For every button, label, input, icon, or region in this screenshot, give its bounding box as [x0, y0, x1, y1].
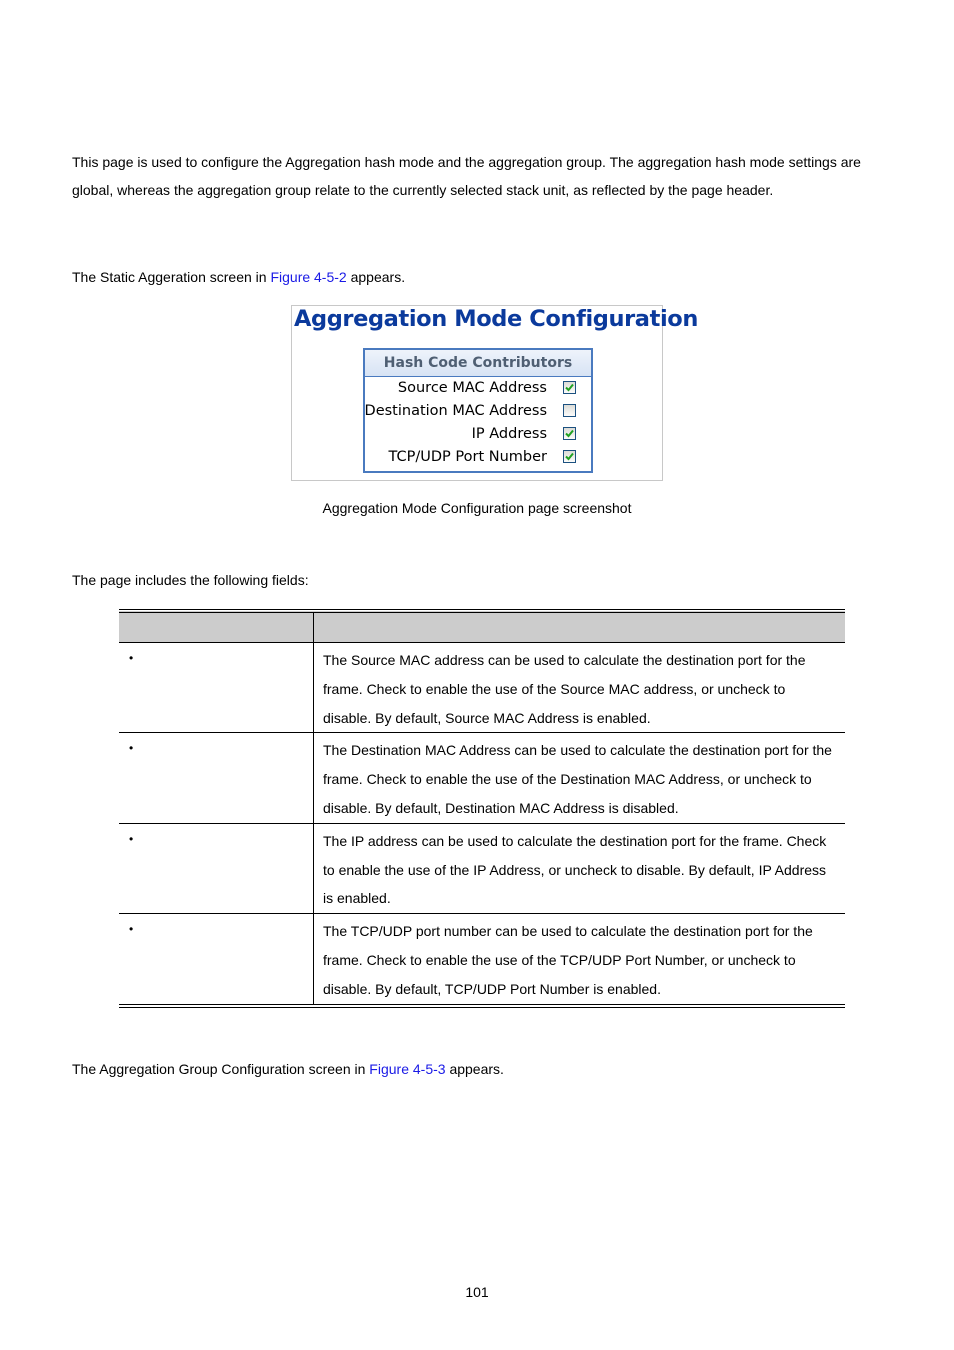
fields-table — [119, 609, 845, 1008]
group-line-end: appears. — [445, 1061, 504, 1077]
hash-label-source-mac: Source MAC Address — [397, 380, 547, 396]
description-cell: The IP address can be used to calculate the destination port for the frame. Check to enable the use of the IP Address, or uncheck to disable. By default, IP Address is enabled. — [314, 823, 846, 913]
hash-row-tcp-udp-port — [365, 446, 591, 469]
hash-label-tcp-udp-port: TCP/UDP Port Number — [388, 449, 547, 465]
figure-link-4-5-3[interactable]: Figure 4-5-3 — [369, 1061, 446, 1077]
bullet: • — [129, 741, 134, 756]
description-cell: The Source MAC address can be used to calculate the destination port for the frame. Check to enable the use of the Source MAC address, or uncheck to disable. By default, Source MAC Address is enabled. — [314, 643, 846, 733]
hash-row-source-mac — [365, 377, 591, 400]
object-cell — [119, 914, 314, 1006]
page-number: 101 — [465, 1284, 489, 1300]
figure-caption: Aggregation Mode Configuration page screenshot — [322, 500, 632, 516]
hash-code-contributors-table — [363, 348, 593, 473]
hash-label-destination-mac: Destination MAC Address — [364, 403, 547, 419]
bullet: • — [129, 831, 134, 846]
destination-mac-checkbox[interactable] — [563, 404, 576, 417]
description-cell: The TCP/UDP port number can be used to calculate the destination port for the frame. Check to enable the use of the TCP/UDP Port Number, or uncheck to disable. By default, TCP/UDP Port Number is enabled. — [314, 914, 846, 1006]
checkmark-icon — [565, 452, 574, 461]
table-row — [119, 914, 845, 1006]
aggregation-mode-screenshot — [291, 305, 698, 481]
table-row — [119, 733, 845, 823]
tcp-udp-port-checkbox[interactable] — [563, 450, 576, 463]
hash-code-header: Hash Code Contributors — [365, 350, 591, 377]
screenshot-title: Aggregation Mode Configuration — [294, 306, 698, 332]
fields-intro: The page includes the following fields: — [72, 572, 309, 588]
hash-label-ip-address: IP Address — [471, 426, 547, 442]
hash-row-ip-address — [365, 423, 591, 446]
bullet: • — [129, 922, 134, 937]
table-row — [119, 643, 845, 733]
table-header-row — [119, 611, 845, 643]
group-config-line — [72, 1055, 504, 1083]
static-aggregation-line — [72, 263, 405, 291]
checkmark-icon — [565, 383, 574, 392]
static-line-text: The Static Aggeration screen in — [72, 269, 271, 285]
table-row — [119, 823, 845, 913]
header-description-cell — [314, 611, 846, 643]
checkmark-icon — [565, 429, 574, 438]
intro-paragraph: This page is used to configure the Aggregation hash mode and the aggregation group. The aggregation hash mode settings are global, whereas the aggregation group relate to the currently selected stack unit, as reflected by the page header. — [72, 154, 861, 198]
object-cell — [119, 823, 314, 913]
object-cell — [119, 733, 314, 823]
hash-row-destination-mac — [365, 400, 591, 423]
object-cell — [119, 643, 314, 733]
group-line-text: The Aggregation Group Configuration screen in — [72, 1061, 370, 1077]
bullet: • — [129, 651, 134, 665]
source-mac-checkbox[interactable] — [563, 381, 576, 394]
figure-link-4-5-2[interactable]: Figure 4-5-2 — [270, 269, 347, 285]
description-cell: The Destination MAC Address can be used to calculate the destination port for the frame. Check to enable the use of the Destination MAC Address, or uncheck to disable. By default, Destination MAC Address is disabled. — [314, 733, 846, 823]
static-line-end: appears. — [346, 269, 406, 285]
header-object-cell — [119, 611, 314, 643]
ip-address-checkbox[interactable] — [563, 427, 576, 440]
